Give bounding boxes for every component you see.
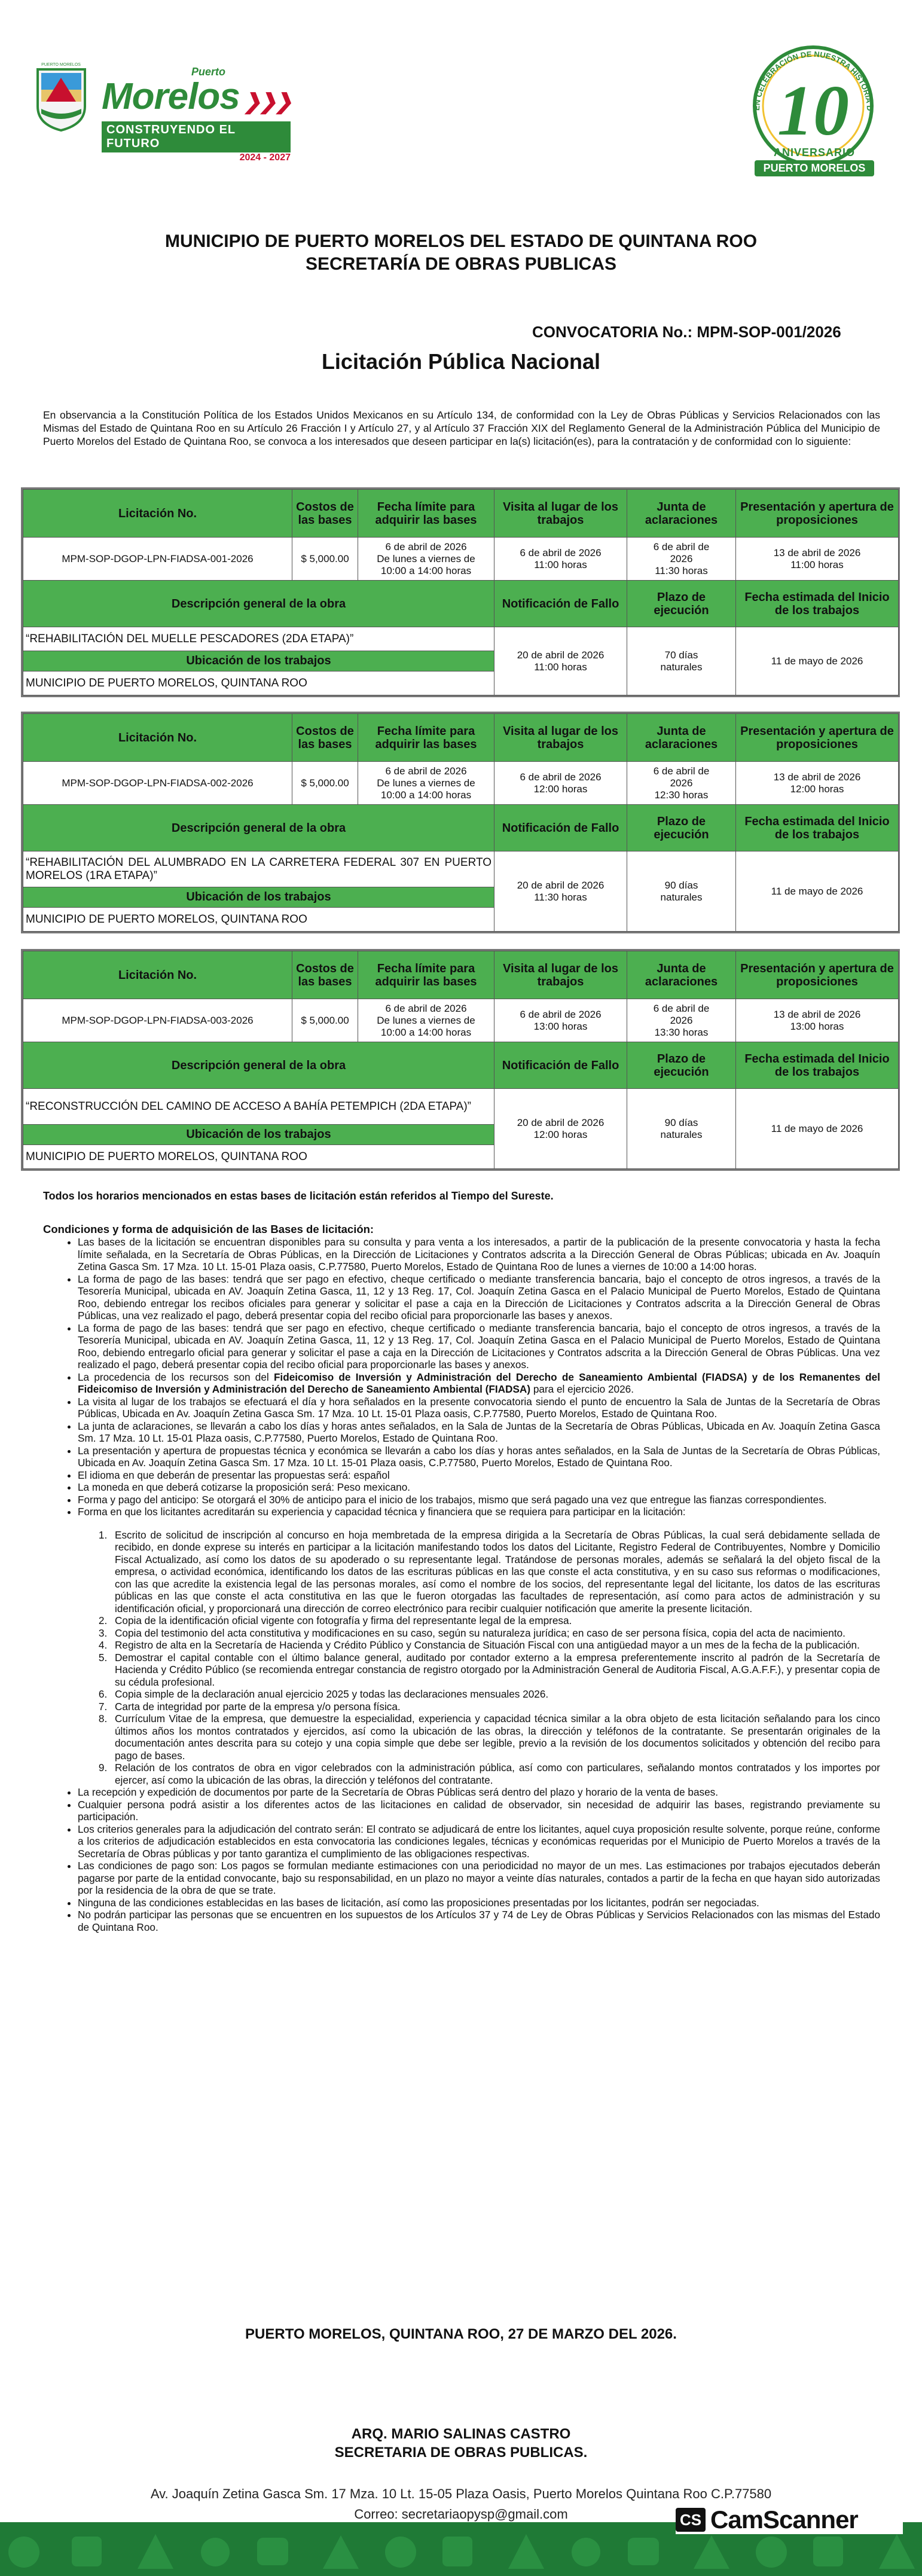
header-plazo: Plazo de ejecución <box>627 805 736 851</box>
header-fecha-limite: Fecha límite para adquirir las bases <box>358 951 494 999</box>
requirement-item: 2. Copia de la identificación oficial vigente con fotografía y firma del representante legal de la empresa. <box>110 1614 880 1627</box>
condition-item: • Forma y pago del anticipo: Se otorgará el 30% de anticipo para el inicio de los trabajos, mismo que será pagado una vez que entregue las fianzas correspondientes. <box>78 1494 880 1506</box>
brand-years: 2024 - 2027 <box>239 152 291 163</box>
header-fecha-inicio: Fecha estimada del Inicio de los trabajos <box>736 581 899 627</box>
header-junta: Junta de aclaraciones <box>627 490 736 538</box>
presentation-cell: 13 de abril de 2026 11:00 horas <box>736 538 899 581</box>
header-notificacion: Notificación de Fallo <box>494 581 627 627</box>
requirement-item: 3. Copia del testimonio del acta constitutiva y modificaciones en su caso, según su naturaleza jurídica; en caso de ser persona física, copia del acta de nacimiento. <box>110 1627 880 1640</box>
funding-text: La procedencia de los recursos son del <box>78 1371 274 1383</box>
header-junta: Junta de aclaraciones <box>627 951 736 999</box>
anniversary-place: PUERTO MORELOS <box>755 160 874 176</box>
doc-title-line1: MUNICIPIO DE PUERTO MORELOS DEL ESTADO DE QUINTANA ROO <box>164 231 758 251</box>
funding-text: para el ejercicio 2026. <box>530 1383 634 1395</box>
work-location: MUNICIPIO DE PUERTO MORELOS, QUINTANA ROO <box>23 908 494 932</box>
visit-cell: 6 de abril de 2026 11:00 horas <box>494 538 627 581</box>
work-description: “RECONSTRUCCIÓN DEL CAMINO DE ACCESO A BAHÍA PETEMPICH (2DA ETAPA)” <box>23 1089 494 1125</box>
clarification-cell: 6 de abril de 2026 13:30 horas <box>627 999 736 1042</box>
header-fecha-inicio: Fecha estimada del Inicio de los trabajos <box>736 1042 899 1089</box>
contact-email: Correo: secretariaopysp@gmail.com <box>354 2507 568 2522</box>
condition-item: • La junta de aclaraciones, se llevarán a cabo los días y horas antes señalados, en la Sala de Juntas de la Secretaría de Obras Públicas, Ubicada en Av. Joaquín Zetina Gasca Sm. 17 Mza. 10 Lt. 15-01 Plaza oasis, C.P.77580, Puerto Morelos, Estado de Quintana Roo. <box>78 1420 880 1445</box>
requirement-item: 7. Carta de integridad por parte de la empresa y/o persona física. <box>110 1701 880 1713</box>
place-date: PUERTO MORELOS, QUINTANA ROO, 27 DE MARZO DEL 2026. <box>245 2326 677 2342</box>
header-descripcion: Descripción general de la obra <box>23 1042 494 1089</box>
office-address: Av. Joaquín Zetina Gasca Sm. 17 Mza. 10 Lt. 15-05 Plaza Oasis, Puerto Morelos Quintana Roo C.P.77580 <box>150 2486 772 2501</box>
header-visita: Visita al lugar de los trabajos <box>494 951 627 999</box>
licitacion-number: MPM-SOP-DGOP-LPN-FIADSA-002-2026 <box>23 762 292 805</box>
clarification-cell: 6 de abril de 2026 12:30 horas <box>627 762 736 805</box>
fallo-cell: 20 de abril de 2026 12:00 horas <box>494 1089 627 1169</box>
seal-ring-text: EN CELEBRACIÓN DE NUESTRA HISTORIA D <box>752 49 875 111</box>
final-conditions-list <box>43 1786 880 1933</box>
requirement-item: 4. Registro de alta en la Secretaría de Hacienda y Crédito Público y Constancia de Situación Fiscal con una antigüedad mayor a un mes de la fecha de la publicación. <box>110 1639 880 1652</box>
header-plazo: Plazo de ejecución <box>627 1042 736 1089</box>
funding-text: y <box>747 1371 763 1383</box>
requirement-item: 8. Currículum Vitae de la empresa, que demuestre la especialidad, experiencia y capacidad técnica similar a la obra objeto de esta licitación señalando para los cinco últimos años los montos contratados y ejercidos, así como la ubicación de las obras, la dirección y teléfonos de la contratante. Se presentarán originales de la documentación antes descrita para su cotejo y una copia simple que debe ser legible, previo a la revisión de los documentos solicitados y obtención del recibo para pago de bases. <box>110 1713 880 1762</box>
crest-icon <box>33 60 90 132</box>
municipal-logo <box>33 60 314 163</box>
header-fecha-limite: Fecha límite para adquirir las bases <box>358 714 494 762</box>
tender-table <box>21 487 900 697</box>
final-condition-item: • No podrán participar las personas que se encuentren en los supuestos de los Artículos 37 y 74 de Ley de Obras Públicas y Servicios Relacionados con las mismas del Estado de Quintana Roo. <box>78 1909 880 1933</box>
header-descripcion: Descripción general de la obra <box>23 581 494 627</box>
conditions-list <box>43 1236 880 1518</box>
signer-title: SECRETARIA DE OBRAS PUBLICAS. <box>334 2444 588 2461</box>
brand-sub: Puerto <box>191 66 226 78</box>
header-presentacion: Presentación y apertura de proposiciones <box>736 714 899 762</box>
convocatoria-number: CONVOCATORIA No.: MPM-SOP-001/2026 <box>532 323 841 341</box>
timezone-note: Todos los horarios mencionados en estas bases de licitación están referidos al Tiempo del Sureste. <box>43 1190 554 1202</box>
header-notificacion: Notificación de Fallo <box>494 1042 627 1089</box>
header-presentacion: Presentación y apertura de proposiciones <box>736 951 899 999</box>
term-cell: 70 días naturales <box>627 627 736 695</box>
bases-cost: $ 5,000.00 <box>292 538 358 581</box>
licitacion-type: Licitación Pública Nacional <box>321 349 601 374</box>
clarification-cell: 6 de abril de 2026 11:30 horas <box>627 538 736 581</box>
work-description: “REHABILITACIÓN DEL MUELLE PESCADORES (2DA ETAPA)” <box>23 627 494 651</box>
requirement-item: 1. Escrito de solicitud de inscripción al concurso en hoja membretada de la empresa dirigida a la Secretaría de Obras Públicas, la cual será debidamente sellada de recibido, en donde exprese su interés en participar a la licitación manifestando todos los datos del Licitante, Registro Federal de Contribuyentes, Nombre y Domicilio Fiscal Actualizado, así como los datos de su apoderado o su representante legal. Tratándose de personas morales, además se señalará la del objeto fiscal de la empresa, o actividad económica, identificando los datos de las escrituras públicas en las que conste el acta constitutiva, y en su caso sus reformas o modificaciones, con las que acredite la existencia legal de las personas morales, así como el nombre de los socios, del representante legal del licitante, los datos de las escrituras públicas en las que conste el acta constitutiva en las que le fueron otorgadas las facultades de representación, así como para actos de administración y su identificación oficial, y proporcionará una dirección de correo electrónico para recibir cualquier notificación que amerite la presente licitación. <box>110 1529 880 1615</box>
seal-number: 10 <box>777 71 849 150</box>
final-condition-item: • Las condiciones de pago son: Los pagos se formulan mediante estimaciones con una periodicidad no mayor de un mes. Las estimaciones por trabajos ejecutados deberán pagarse por parte de la entidad convocante, bajo su responsabilidad, en un plazo no mayor a veinte días naturales, contados a partir de la fecha en que hayan sido autorizadas por la residencia de la obra de que se trate. <box>78 1860 880 1897</box>
page-header <box>0 0 922 197</box>
condition-item: • La moneda en que deberá cotizarse la proposición será: Peso mexicano. <box>78 1481 880 1494</box>
deadline-cell: 6 de abril de 2026 De lunes a viernes de 10:00 a 14:00 horas <box>358 538 494 581</box>
header-licitacion: Licitación No. <box>23 714 292 762</box>
licitacion-number: MPM-SOP-DGOP-LPN-FIADSA-003-2026 <box>23 999 292 1042</box>
requirements-list <box>43 1529 880 1787</box>
header-costos: Costos de las bases <box>292 490 358 538</box>
final-condition-item: • La recepción y expedición de documentos por parte de la Secretaría de Obras Públicas será dentro del plazo y horario de la venta de bases. <box>78 1786 880 1799</box>
licitacion-number: MPM-SOP-DGOP-LPN-FIADSA-001-2026 <box>23 538 292 581</box>
camscanner-name: CamScanner <box>710 2505 858 2534</box>
presentation-cell: 13 de abril de 2026 12:00 horas <box>736 762 899 805</box>
header-visita: Visita al lugar de los trabajos <box>494 490 627 538</box>
conditions-heading: Condiciones y forma de adquisición de las Bases de licitación: <box>43 1223 374 1235</box>
brand-wordmark <box>102 66 317 163</box>
final-condition-item: • Ninguna de las condiciones establecidas en las bases de licitación, así como las proposiciones presentadas por los licitantes, podrán ser negociadas. <box>78 1897 880 1909</box>
fallo-cell: 20 de abril de 2026 11:30 horas <box>494 851 627 932</box>
deadline-cell: 6 de abril de 2026 De lunes a viernes de 10:00 a 14:00 horas <box>358 762 494 805</box>
intro-paragraph: En observancia a la Constitución Política de los Estados Unidos Mexicanos en su Artículo 134, de conformidad con la Ley de Obras Públicas y Servicios Relacionados con las Mismas del Estado de Quintana Roo en su Artículo 26 Fracción I y Artículo 27, y al Artículo 37 Fracción XIX del Reglamento General de la Administración Pública del Municipio de Puerto Morelos del Estado de Quintana Roo, se convoca a los interesados que deseen participar en la(s) licitación(es), para la contratación y de conformidad con lo siguiente: <box>43 409 880 447</box>
bases-cost: $ 5,000.00 <box>292 762 358 805</box>
requirement-item: 6. Copia simple de la declaración anual ejercicio 2025 y todas las declaraciones mensuales 2026. <box>110 1688 880 1701</box>
presentation-cell: 13 de abril de 2026 13:00 horas <box>736 999 899 1042</box>
start-date: 11 de mayo de 2026 <box>736 1089 899 1169</box>
condition-item-funding <box>78 1371 880 1396</box>
header-costos: Costos de las bases <box>292 951 358 999</box>
term-cell: 90 días naturales <box>627 1089 736 1169</box>
brand-main-text: Morelos <box>102 76 240 117</box>
tender-table <box>21 712 900 933</box>
work-location: MUNICIPIO DE PUERTO MORELOS, QUINTANA ROO <box>23 1145 494 1169</box>
camscanner-watermark <box>676 2504 903 2534</box>
header-ubicacion: Ubicación de los trabajos <box>23 1125 494 1145</box>
condition-item: • El idioma en que deberán de presentar las propuestas será: español <box>78 1469 880 1482</box>
camscanner-badge: CS <box>676 2508 706 2532</box>
header-presentacion: Presentación y apertura de proposiciones <box>736 490 899 538</box>
signer-name: ARQ. MARIO SALINAS CASTRO <box>351 2426 571 2442</box>
header-fecha-limite: Fecha límite para adquirir las bases <box>358 490 494 538</box>
final-condition-item: • Los criterios generales para la adjudicación del contrato serán: El contrato se adjudicará de entre los licitantes, aquel cuya proposición resulte solvente, porque reúne, conforme a los criterios de adjudicación establecidos en esta convocatoria las condiciones legales, técnicas y económicas requeridas por el Municipio de Puerto Morelos a través de la Secretaría de Obras públicas y por tanto garantiza el cumplimiento de las obligaciones respectivas. <box>78 1823 880 1860</box>
brand-slogan: CONSTRUYENDO EL FUTURO <box>102 121 291 152</box>
header-costos: Costos de las bases <box>292 714 358 762</box>
work-description: “REHABILITACIÓN DEL ALUMBRADO EN LA CARRETERA FEDERAL 307 EN PUERTO MORELOS (1RA ETAPA)” <box>23 851 494 887</box>
condition-item: • La forma de pago de las bases: tendrá que ser pago en efectivo, cheque certificado o mediante transferencia bancaria, bajo el concepto de otros ingresos, a través de la Tesorería Municipal, ubicada en AV. Joaquín Zetina Gasca, 11, 12 y 13 Reg. 17, Col. Joaquín Zetina Gasca en el Palacio Municipal de Puerto Morelos, Estado de Quintana Roo, debiendo entregarlo oficial para generar y solicitar el pase a caja en la Dirección de Licitaciones y Contratos adscrita a la Dirección General de Obras Públicas. Una vez realizado el pago, deberá presentar copia del recibo oficial para proporcionarle las bases y anexos. <box>78 1322 880 1371</box>
fallo-cell: 20 de abril de 2026 11:00 horas <box>494 627 627 695</box>
doc-title-line2: SECRETARÍA DE OBRAS PUBLICAS <box>305 254 617 274</box>
bases-cost: $ 5,000.00 <box>292 999 358 1042</box>
chevron-right-icon: ❯❯❯ <box>239 89 291 114</box>
start-date: 11 de mayo de 2026 <box>736 627 899 695</box>
requirement-item: 9. Relación de los contratos de obra en vigor celebrados con la administración pública, así como con particulares, señalando montos contratados y los importes por ejercer, así como la ubicación de las obras, la dirección y teléfonos del contratante. <box>110 1762 880 1786</box>
header-licitacion: Licitación No. <box>23 490 292 538</box>
header-visita: Visita al lugar de los trabajos <box>494 714 627 762</box>
work-location: MUNICIPIO DE PUERTO MORELOS, QUINTANA ROO <box>23 672 494 695</box>
header-ubicacion: Ubicación de los trabajos <box>23 887 494 908</box>
header-licitacion: Licitación No. <box>23 951 292 999</box>
header-fecha-inicio: Fecha estimada del Inicio de los trabajos <box>736 805 899 851</box>
brand-main <box>102 78 317 120</box>
header-junta: Junta de aclaraciones <box>627 714 736 762</box>
condition-item: • La presentación y apertura de propuestas técnica y económica se llevarán a cabo los días y horas antes señalados, en la Sala de Juntas de la Secretaría de Obras Públicas, Ubicada en Av. Joaquín Zetina Gasca Sm. 17 Mza. 10 Lt. 15-01 Plaza oasis, C.P.77580, Puerto Morelos, Estado de Quintana Roo. <box>78 1445 880 1469</box>
condition-item: • La forma de pago de las bases: tendrá que ser pago en efectivo, cheque certificado o mediante transferencia bancaria, bajo el concepto de otros ingresos, a través de la Tesorería Municipal, ubicada en AV. Joaquín Zetina Gasca, 11, 12 y 13 Reg. 17, Col. Joaquín Zetina Gasca en el Palacio Municipal de Puerto Morelos, Estado de Quintana Roo, debiendo entregar los recibos oficiales para generar y solicitar el pase a caja en la Dirección de Licitaciones y Contratos adscrita a la Dirección General de Obras Públicas, una vez realizado el pago, deberá presentar copia del recibo oficial para proporcionarle las bases y anexos. <box>78 1273 880 1322</box>
visit-cell: 6 de abril de 2026 13:00 horas <box>494 999 627 1042</box>
visit-cell: 6 de abril de 2026 12:00 horas <box>494 762 627 805</box>
funding-text: Fideicomiso de Inversión y Administración del Derecho de Saneamiento Ambiental (FIADSA) <box>273 1371 747 1383</box>
condition-item: • La visita al lugar de los trabajos se efectuará el día y hora señalados en la presente convocatoria siendo el punto de encuentro la Sala de Juntas de la Secretaría de Obras Públicas, Ubicada en Av. Joaquín Zetina Gasca Sm. 17 Mza. 10 Lt. 15-01 Plaza oasis, C.P.77580, Puerto Morelos, Estado de Quintana Roo. <box>78 1396 880 1420</box>
header-notificacion: Notificación de Fallo <box>494 805 627 851</box>
anniversary-label: ANIVERSARIO <box>773 146 855 158</box>
start-date: 11 de mayo de 2026 <box>736 851 899 932</box>
tender-table <box>21 949 900 1171</box>
header-descripcion: Descripción general de la obra <box>23 805 494 851</box>
header-plazo: Plazo de ejecución <box>627 581 736 627</box>
requirement-item: 5. Demostrar el capital contable con el último balance general, auditado por contador externo a la empresa preferentemente inscrito al padrón de la Secretaría de Hacienda y Crédito Público (se recomienda entregar constancia de registro otorgado por la Administración General de Auditoria Fiscal, A.G.A.F.F.), y presentar copia de su cédula profesional. <box>110 1652 880 1689</box>
conditions-body <box>43 1236 880 1933</box>
crest-label: PUERTO MORELOS <box>41 63 81 67</box>
condition-item: • Forma en que los licitantes acreditarán su experiencia y capacidad técnica y financiera que se requiera para participar en la licitación: <box>78 1506 880 1518</box>
condition-item: • Las bases de la licitación se encuentran disponibles para su consulta y para venta a los interesados, a partir de la publicación de la presente convocatoria y hasta la fecha límite señalada, en la Secretaría de Obras Públicas, en la Dirección de Licitaciones y Contratos adscrita a la Dirección General de Obras Públicas; ubicada en Av. Joaquín Zetina Gasca Sm. 17 Mza. 10 Lt. 15-01 Plaza oasis, C.P.77580, Puerto Morelos, Estado de Quintana Roo de lunes a viernes de 10:00 a 14:00 horas. <box>78 1236 880 1273</box>
final-condition-item: • Cualquier persona podrá asistir a los diferentes actos de las licitaciones en calidad de observador, sin necesidad de adquirir las bases, registrando previamente su participación. <box>78 1799 880 1823</box>
deadline-cell: 6 de abril de 2026 De lunes a viernes de 10:00 a 14:00 horas <box>358 999 494 1042</box>
term-cell: 90 días naturales <box>627 851 736 932</box>
funding-text: de los Remanentes del Fideicomiso de Inversión y Administración del Derecho de Saneamiento Ambiental (FIADSA) <box>78 1371 881 1395</box>
header-ubicacion: Ubicación de los trabajos <box>23 651 494 672</box>
